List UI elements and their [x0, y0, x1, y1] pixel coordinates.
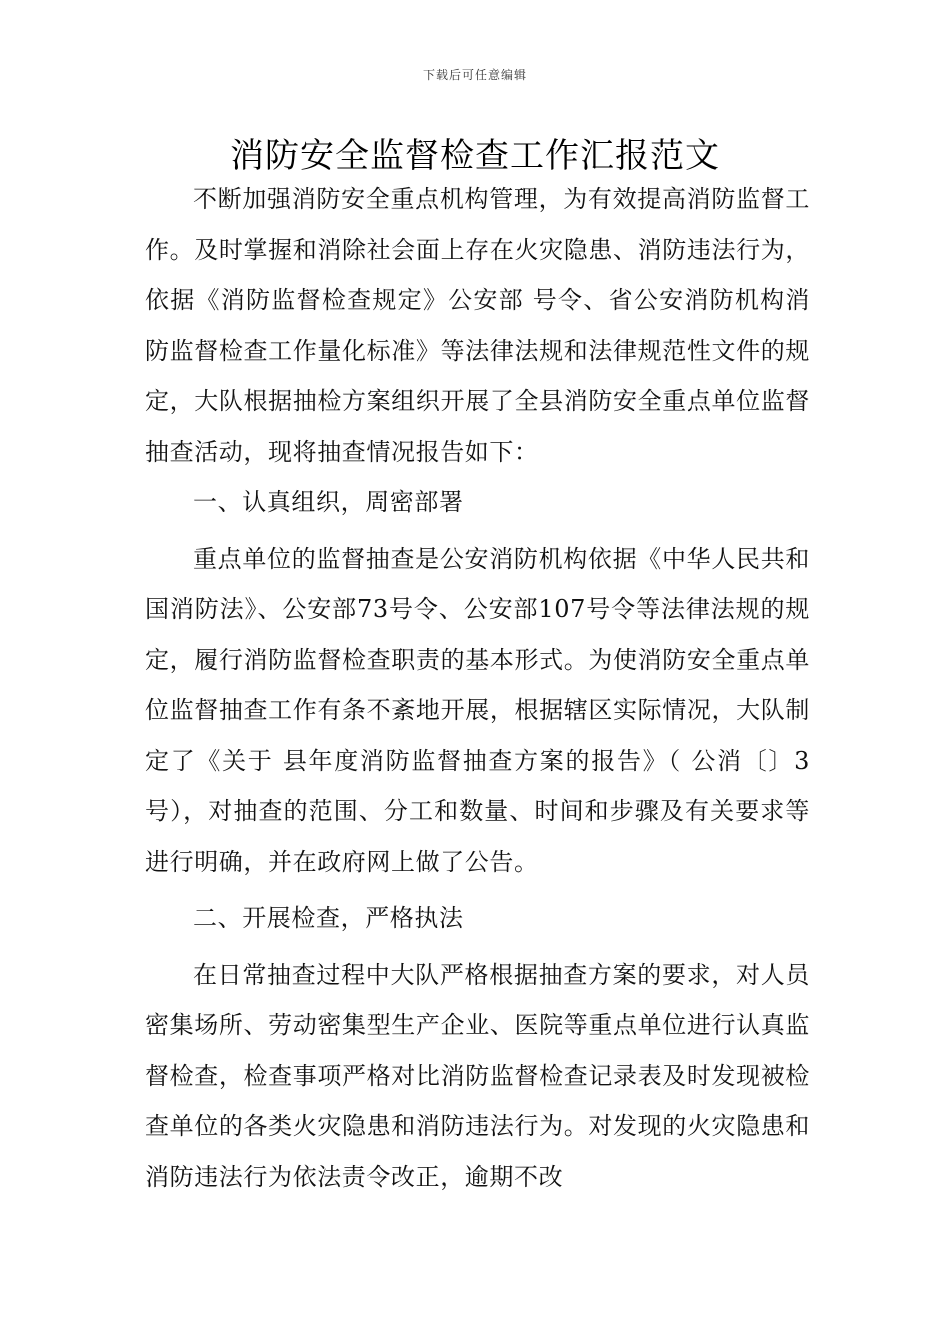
paragraph-section-2: 在日常抽查过程中大队严格根据抽查方案的要求，对人员密集场所、劳动密集型生产企业、医院等重点单位进行认真监督检查，检查事项严格对比消防监督检查记录表及时发现被检查单位的各类火灾隐患和消防违法行为。对发现的火灾隐患和消防违法行为依法责令改正，逾期不改 — [145, 960, 810, 1191]
section-heading-1: 一、认真组织，周密部署 — [193, 488, 464, 516]
document-body — [145, 174, 810, 1202]
document-title: 消防安全监督检查工作汇报范文 — [230, 136, 720, 176]
section-heading-2: 二、开展检查，严格执法 — [193, 904, 464, 932]
paragraph-section-1: 重点单位的监督抽查是公安消防机构依据《中华人民共和国消防法》、公安部73号令、公安部107号令等法律法规的规定，履行消防监督检查职责的基本形式。为使消防安全重点单位监督抽查工作有条不紊地开展，根据辖区实际情况，大队制定了《关于 县年度消防监督抽查方案的报告》（ 公消〔〕3号），对抽查的范围、分工和数量、时间和步骤及有关要求等进行明确，并在政府网上做了公告。 — [145, 544, 810, 876]
header-note: 下载后可任意编辑 — [422, 68, 527, 82]
paragraph-intro: 不断加强消防安全重点机构管理，为有效提高消防监督工作。及时掌握和消除社会面上存在火灾隐患、消防违法行为，依据《消防监督检查规定》公安部 号令、省公安消防机构消防监督检查工作量化标准》等法律法规和法律规范性文件的规定，大队根据抽检方案组织开展了全县消防安全重点单位监督抽查活动，现将抽查情况报告如下： — [145, 185, 810, 466]
